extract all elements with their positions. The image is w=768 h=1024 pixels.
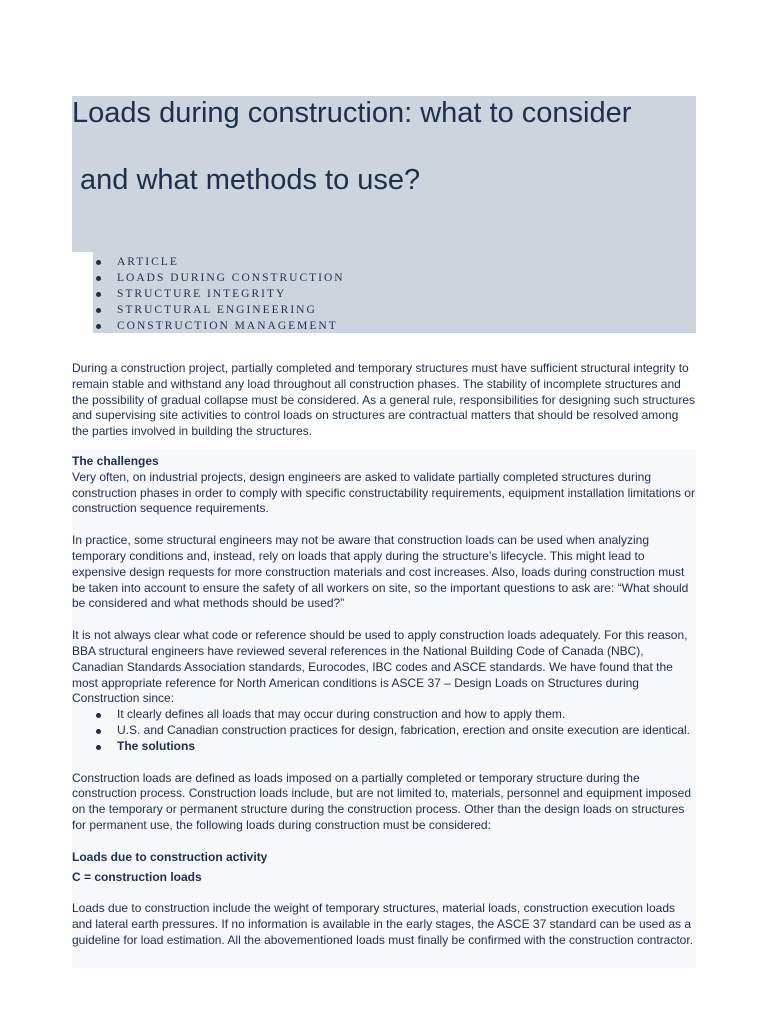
tag-list xyxy=(72,254,345,334)
construction-activity-heading: Loads due to construction activity xyxy=(72,849,268,864)
solutions-heading: The solutions xyxy=(72,739,698,755)
construction-loads-heading: C = construction loads xyxy=(72,869,202,884)
list-item: It clearly defines all loads that may occur during construction and how to apply them. xyxy=(72,707,698,723)
challenges-paragraph-1: Very often, on industrial projects, design engineers are asked to validate partially completed structures during construction phases in order to comply with specific constructability requirements, equipment installation limitations or construction sequence requirements. xyxy=(72,469,695,516)
reasons-list xyxy=(72,707,698,754)
list-item: U.S. and Canadian construction practices for design, fabrication, erection and onsite execution are identical. xyxy=(72,723,698,739)
tag-link[interactable]: STRUCTURAL ENGINEERING xyxy=(72,302,345,318)
article-body xyxy=(72,361,698,949)
tag-link[interactable]: CONSTRUCTION MANAGEMENT xyxy=(72,318,345,334)
intro-paragraph: During a construction project, partially completed and temporary structures must have sufficient structural integrity to remain stable and withstand any load throughout all construction phases. The stability of incomplete structures and the possibility of gradual collapse must be considered. As a general rule, responsibilities for designing such structures and supervising site activities to control loads on structures are contractual matters that should be resolved among the parties involved in building the structures. xyxy=(72,361,696,439)
tag-link[interactable]: LOADS DURING CONSTRUCTION xyxy=(72,270,345,286)
solutions-paragraph-1: Construction loads are defined as loads imposed on a partially completed or temporary structure during the construction process. Construction loads include, but are not limited to, materials, personnel and equipment imposed on the temporary or permanent structure during the construction process. Other than the design loads on structures for permanent use, the following loads during construction must be considered: xyxy=(72,770,692,832)
challenges-paragraph-2: In practice, some structural engineers may not be aware that construction loads can be used when analyzing temporary conditions and, instead, rely on loads that apply during the structure’s lifecycle. This might lead to expensive design requests for more construction materials and cost increases. Also, loads during construction must be taken into account to ensure the safety of all workers on site, so the important questions to ask are: “What should be considered and what methods should be used?” xyxy=(72,533,689,611)
challenges-heading: The challenges xyxy=(72,453,159,468)
tag-link[interactable]: ARTICLE xyxy=(72,254,345,270)
challenges-paragraph-3: It is not always clear what code or reference should be used to apply construction loads adequately. For this reason, BBA structural engineers have reviewed several references in the National Building Code of Canada (NBC), Canadian Standards Association standards, Eurocodes, IBC codes and ASCE standards. We have found that the most appropriate reference for North American conditions is ASCE 37 – Design Loads on Structures during Construction since: xyxy=(72,628,688,706)
article-title-line-1: Loads during construction: what to consider xyxy=(72,97,632,129)
article-title-line-2: and what methods to use? xyxy=(80,164,421,196)
tag-link[interactable]: STRUCTURE INTEGRITY xyxy=(72,286,345,302)
solutions-paragraph-2: Loads due to construction include the weight of temporary structures, material loads, construction execution loads and lateral earth pressures. If no information is available in the early stages, the ASCE 37 standard can be used as a guideline for load estimation. All the abovementioned loads must finally be confirmed with the construction contractor. xyxy=(72,901,694,947)
